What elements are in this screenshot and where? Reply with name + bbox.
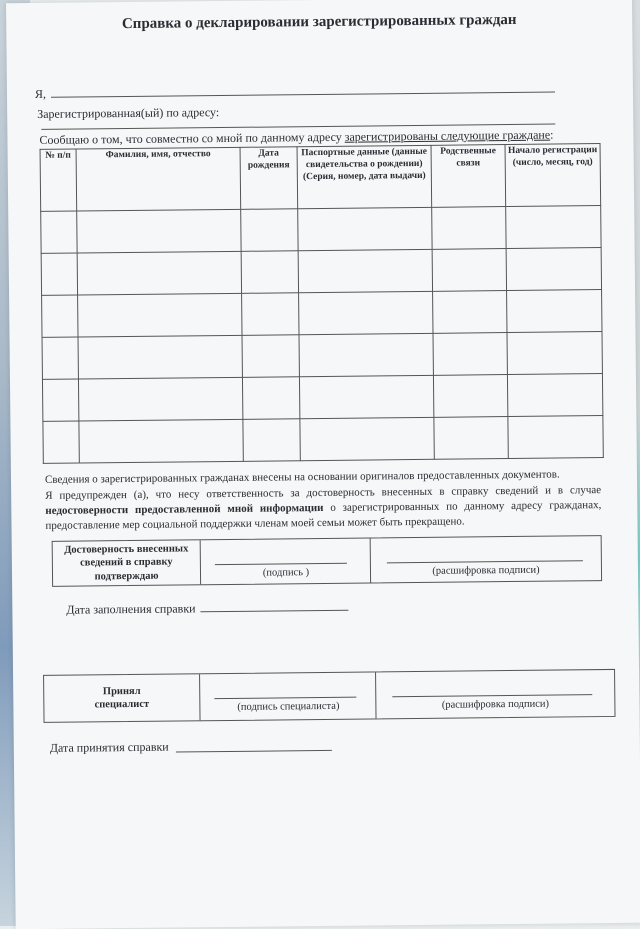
accept-label: Принял специалист <box>94 685 150 711</box>
confirm-label: Достоверность внесенных сведений в справку подтверждаю <box>64 543 189 582</box>
table-row <box>43 416 603 464</box>
document-title: Справка о декларировании зарегистрированных граждан <box>121 11 517 33</box>
warning-paragraph: Я предупрежден (а), что несу ответственность за достоверность внесенных в справку сведений и в случае недостоверности предоставленной мной информации о зарегистрированных по данному адресу гражданах, предоставление мер социальной поддержки членам моей семьи может быть прекращено. <box>45 484 602 532</box>
header-relationship: Родственные связи <box>431 145 506 208</box>
fill-date-line[interactable] <box>200 610 348 613</box>
fill-date-label: Дата заполнения справки <box>66 601 196 617</box>
confirm-decode-cell[interactable] <box>371 536 601 582</box>
accept-signature-cell[interactable] <box>200 672 376 720</box>
table-row <box>41 206 601 254</box>
info-paragraph: Сведения о зарегистрированных гражданах внесены на основании оригиналов предоставленных документов. <box>44 468 560 486</box>
specialist-signature-caption: (подпись специалиста) <box>237 700 340 713</box>
persons-table <box>40 143 604 464</box>
header-full-name: Фамилия, имя, отчество <box>76 147 241 211</box>
accept-date-line[interactable] <box>176 750 332 753</box>
confirm-signature-cell[interactable] <box>201 538 371 584</box>
specialist-decode-caption: (расшифровка подписи) <box>441 698 550 711</box>
table-row <box>42 374 602 422</box>
accept-decode-cell[interactable] <box>376 670 614 718</box>
confirm-label-cell <box>53 540 201 586</box>
name-field-line[interactable] <box>51 92 555 98</box>
specialist-decode-line <box>392 694 592 697</box>
decode-line <box>387 560 583 563</box>
signature-caption: (подпись ) <box>262 567 310 579</box>
header-passport-data: Паспортные данные (данные свидетельства о рождении) (Серия, номер, дата выдачи) <box>297 145 432 208</box>
document-sheet <box>6 0 640 929</box>
table-row <box>41 248 601 296</box>
specialist-signature-line <box>214 697 356 699</box>
decode-caption: (расшифровка подписи) <box>432 564 540 577</box>
signature-line <box>215 563 347 565</box>
report-line: Сообщаю о том, что совместно со мной по данному адресу зарегистрированы следующие граждане: <box>39 127 554 147</box>
table-row <box>42 332 602 380</box>
header-number: № п/п <box>40 149 77 211</box>
table-header-row <box>40 144 601 212</box>
label-ya: Я, <box>34 86 47 101</box>
label-registered-address: Зарегистрированная(ый) по адресу: <box>37 105 220 121</box>
table-row <box>42 290 602 338</box>
accept-box <box>43 669 615 723</box>
accept-label-cell <box>44 674 200 722</box>
accept-date-label: Дата принятия справки <box>49 739 169 755</box>
header-birth-date: Дата рождения <box>240 147 298 210</box>
confirm-box <box>52 535 602 587</box>
header-registration-start: Начало регистрации (число, месяц, год) <box>505 144 601 207</box>
